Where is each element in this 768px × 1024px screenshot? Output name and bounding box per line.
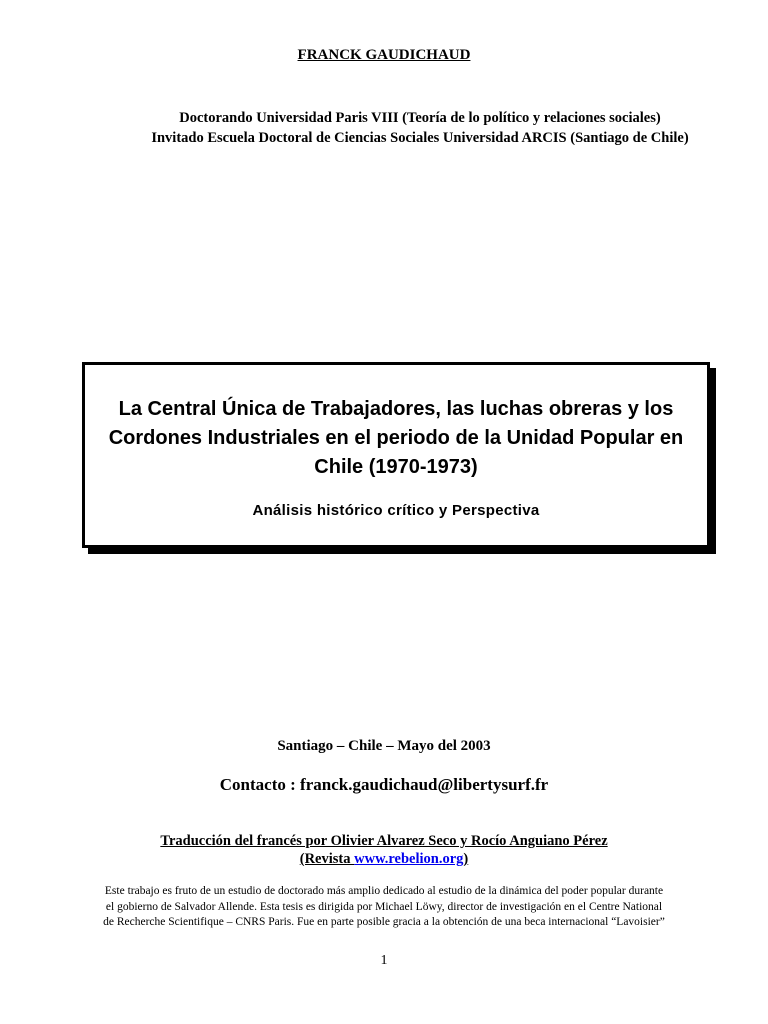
contact-line: Contacto : franck.gaudichaud@libertysurf.fr	[219, 775, 549, 794]
revista-close: )	[463, 851, 469, 867]
translation-credit	[0, 832, 768, 868]
rebelion-link[interactable]: www.rebelion.org	[354, 851, 464, 867]
revista-open: (Revista	[299, 851, 355, 867]
author-name-text: FRANCK GAUDICHAUD	[297, 47, 471, 63]
translation-line: Traducción del francés por Olivier Alvarez Seco y Rocío Anguiano Pérez	[160, 833, 608, 849]
author-name	[0, 47, 768, 64]
page-number: 1	[380, 953, 388, 968]
title-box	[82, 362, 710, 548]
affiliation-line-2: Invitado Escuela Doctoral de Ciencias Sociales Universidad ARCIS (Santiago de Chile)	[151, 130, 689, 146]
document-subtitle: Análisis histórico crítico y Perspectiva	[252, 502, 540, 519]
footnote-text: Este trabajo es fruto de un estudio de doctorado más amplio dedicado al estudio de la dinámica del poder popular durante el gobierno de Salvador Allende. Esta tesis es dirigida por Michael Löwy, director de investigación en el Centre National de Recherche Scientifique – CNRS Paris. Fue en parte posible gracia a la obtención de una beca internacional “Lavoisier”	[103, 885, 665, 928]
revista-line	[0, 850, 768, 868]
affiliation-line-1: Doctorando Universidad Paris VIII (Teoría de lo político y relaciones sociales)	[179, 110, 661, 126]
affiliation	[140, 108, 700, 148]
document-title: La Central Única de Trabajadores, las luchas obreras y los Cordones Industriales en el periodo de la Unidad Popular en Chile (1970-1973)	[108, 398, 684, 478]
place-date: Santiago – Chile – Mayo del 2003	[277, 738, 491, 754]
